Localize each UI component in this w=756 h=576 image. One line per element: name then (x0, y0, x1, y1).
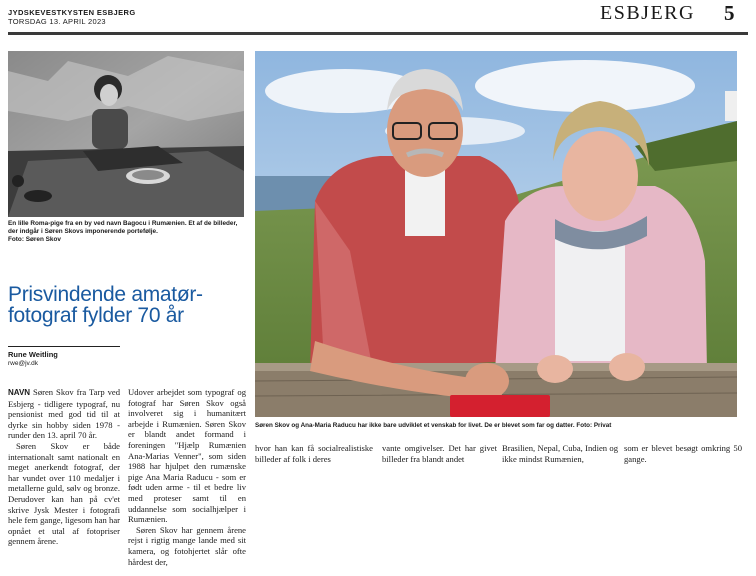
byline-author: Rune Weitling (8, 350, 58, 359)
kicker: NAVN (8, 388, 31, 397)
big-photo-caption (255, 422, 737, 430)
small-photo-caption-text: En lille Roma-pige fra en by ved navn Bagocu i Rumænien. Et af de billeder, der indgår i Søren Skovs imponerende portefølje. (8, 220, 238, 235)
big-photo-caption-text: Søren Skov og Ana-Maria Raducu har ikke bare udviklet et venskab for livet. De er blevet som far og datter. (255, 422, 575, 429)
article-headline: Prisvindende amatør-fotograf fylder 70 år (8, 283, 203, 327)
paragraph (8, 387, 120, 441)
paragraph: vante omgivelser. Det har givet billeder fra blandt andet (382, 443, 497, 464)
paragraph: hvor han kan få socialrealistiske billeder af folk i deres (255, 443, 373, 464)
paragraph: som er blevet besøgt omkring 50 gange. (624, 443, 742, 464)
article-column-1 (8, 387, 120, 547)
big-photo-credit: Foto: Privat (576, 422, 612, 429)
roma-girl-photo (8, 51, 244, 217)
page-number: 5 (724, 1, 735, 25)
paper-name: JYDSKEVESTKYSTEN ESBJERG (8, 8, 136, 17)
article-column-4 (382, 443, 497, 464)
small-photo-caption (8, 220, 244, 244)
header-rule (8, 32, 748, 35)
article-column-3 (255, 443, 373, 464)
masthead (8, 8, 136, 26)
small-photo-credit: Foto: Søren Skov (8, 236, 61, 243)
portrait-photo (255, 51, 737, 417)
paragraph: Udover arbejdet som typograf og fotograf har Søren Skov også involveret sig i humanitært arbejde i Rumænien. Søren Skov er blandt andet formand i foreningen "Hjælp Rumænien Ana-Marias Venner", som siden 1988 har hjulpet den rumænske pige Ana Maria Raducu - som er født uden arme - til et bedre liv med proteser samt til en uddannelse som socialhjælper i Rumænien. (128, 387, 246, 525)
section-name: ESBJERG (600, 2, 695, 24)
issue-date: TORSDAG 13. APRIL 2023 (8, 17, 106, 26)
article-column-6 (624, 443, 742, 464)
paragraph: Søren Skov er både internationalt samt nationalt en meget anerkendt fotograf, der har vundet over 110 medaljer i metallerne guld, sølv og bronze. Derudover kan han på cv'et skrive Jysk Mester i fotografi hele fem gange, ligesom han har opnået et utal af fotopriser gennem årene. (8, 440, 120, 547)
paragraph: Brasilien, Nepal, Cuba, Indien og ikke mindst Rumænien, (502, 443, 618, 464)
byline-rule (8, 346, 120, 347)
article-column-5 (502, 443, 618, 464)
article-column-2 (128, 387, 246, 567)
paragraph: Søren Skov har gennem årene rejst i rigtig mange lande med sit kamera, og fotohjertet slår ofte hårdest der, (128, 524, 246, 567)
byline-email: rwe@jv.dk (8, 360, 38, 367)
paragraph-text: Søren Skov fra Tarp ved Esbjerg - tidligere typograf, nu pensionist med god tid til at dyrke sin hobby siden 1978 - runder den 13. april 70 år. (8, 387, 120, 441)
